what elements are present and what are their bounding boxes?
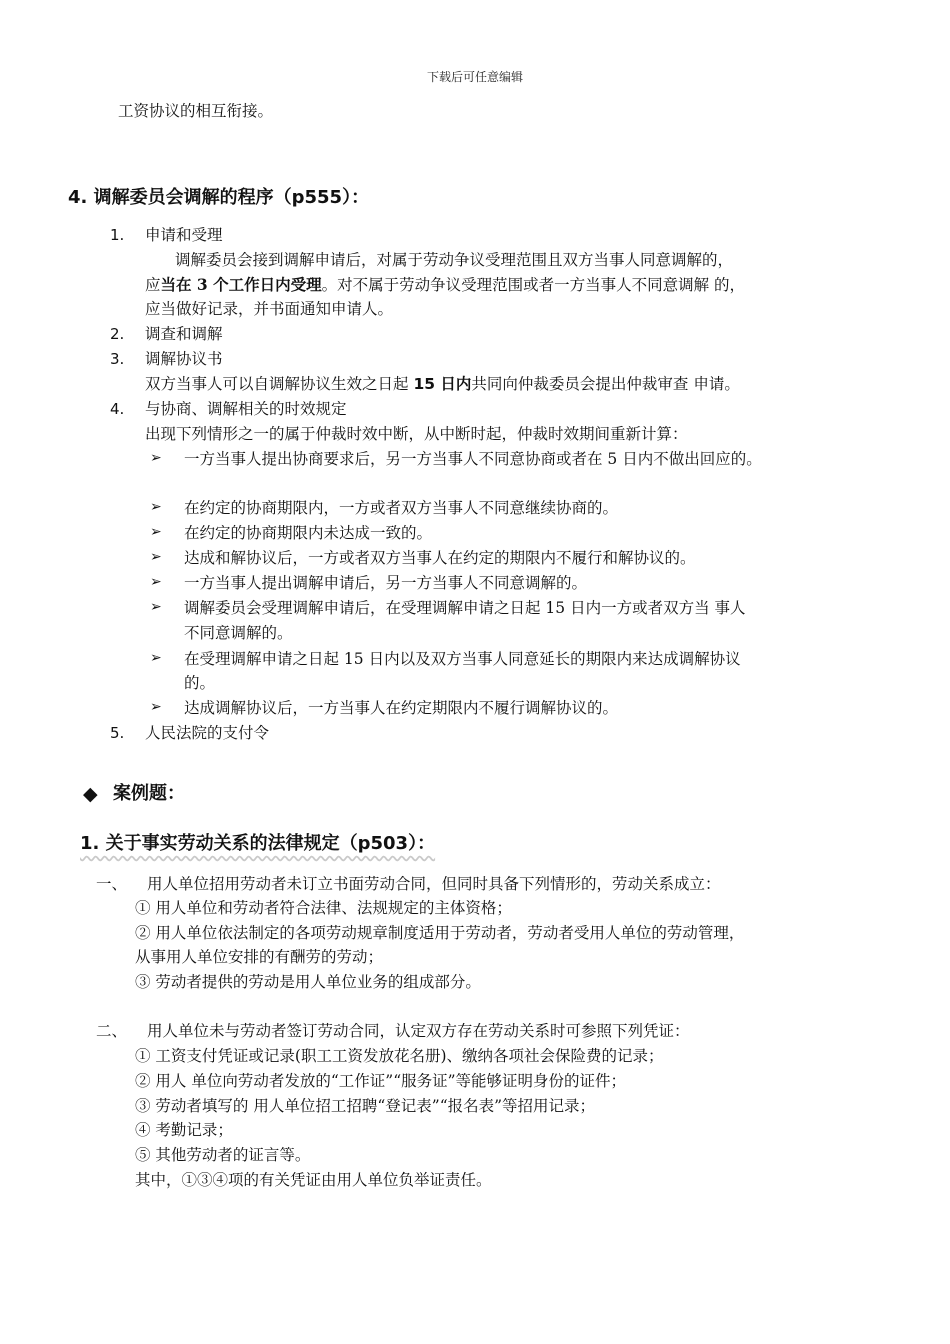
paragraph-line: 出现下列情形之一的属于仲裁时效中断，从中断时起，仲裁时效期间重新计算： bbox=[145, 425, 688, 443]
bullet-text: 一方当事人提出调解申请后，另一方当事人不同意调解的。 bbox=[184, 574, 588, 592]
bullet-text: 达成调解协议后，一方当事人在约定期限内不履行调解协议的。 bbox=[184, 699, 619, 717]
item-label: 与协商、调解相关的时效规定 bbox=[145, 400, 347, 418]
list-line: ③ 劳动者提供的劳动是用人单位业务的组成部分。 bbox=[135, 973, 481, 991]
page-header: 下载后可任意编辑 bbox=[426, 70, 523, 84]
part-intro: 用人单位招用劳动者未订立书面劳动合同，但同时具备下列情形的，劳动关系成立： bbox=[147, 875, 721, 893]
paragraph-line: 调解委员会接到调解申请后，对属于劳动争议受理范围且双方当事人同意调解的， bbox=[175, 251, 734, 269]
bullet-text: 调解委员会受理调解申请后，在受理调解申请之日起 15 日内一方或者双方当 事人 bbox=[184, 599, 746, 617]
item-number: 1. bbox=[110, 226, 125, 244]
paragraph-line: 应当在 3 个工作日内受理。对不属于劳动争议受理范围或者一方当事人不同意调解 的， bbox=[145, 275, 746, 294]
paragraph-line: 双方当事人可以自调解协议生效之日起 15 日内共同向仲裁委员会提出仲裁审查 申请。 bbox=[145, 375, 740, 393]
bullet-arrow-icon: ➢ bbox=[150, 450, 162, 466]
part-intro: 用人单位未与劳动者签订劳动合同，认定双方存在劳动关系时可参照下列凭证： bbox=[147, 1022, 690, 1040]
bullet-arrow-icon: ➢ bbox=[150, 650, 162, 666]
bullet-arrow-icon: ➢ bbox=[150, 499, 162, 515]
bullet-text: 一方当事人提出协商要求后，另一方当事人不同意协商或者在 5 日内不做出回应的。 bbox=[184, 450, 762, 468]
item-label: 申请和受理 bbox=[145, 226, 223, 244]
part-number: 二、 bbox=[96, 1022, 128, 1040]
bullet-text: 在约定的协商期限内，一方或者双方当事人不同意继续协商的。 bbox=[184, 499, 619, 517]
list-line: ① 用人单位和劳动者符合法律、法规规定的主体资格； bbox=[135, 899, 512, 917]
intro-tail-text: 工资协议的相互衔接。 bbox=[118, 102, 274, 120]
list-line: ④ 考勤记录； bbox=[135, 1121, 233, 1139]
diamond-bullet-icon: ◆ bbox=[83, 783, 98, 805]
list-line: 从事用人单位安排的有酬劳的劳动； bbox=[135, 948, 384, 966]
item-number: 5. bbox=[110, 724, 125, 742]
case-heading: 案例题： bbox=[113, 783, 185, 804]
item-number: 2. bbox=[110, 325, 125, 343]
item-number: 3. bbox=[110, 350, 125, 368]
item-label: 调查和调解 bbox=[145, 325, 223, 343]
part-number: 一、 bbox=[96, 875, 128, 893]
bullet-arrow-icon: ➢ bbox=[150, 574, 162, 590]
bullet-arrow-icon: ➢ bbox=[150, 699, 162, 715]
bullet-arrow-icon: ➢ bbox=[150, 524, 162, 540]
bullet-arrow-icon: ➢ bbox=[150, 549, 162, 565]
paragraph-line: 应当做好记录，并书面通知申请人。 bbox=[145, 300, 394, 318]
item-label: 调解协议书 bbox=[145, 350, 223, 368]
section-4-heading: 4. 调解委员会调解的程序（p555）： bbox=[68, 187, 370, 208]
bullet-text-cont: 不同意调解的。 bbox=[184, 624, 293, 642]
bullet-text: 达成和解协议后，一方或者双方当事人在约定的期限内不履行和解协议的。 bbox=[184, 549, 696, 567]
bullet-text-cont: 的。 bbox=[184, 674, 216, 692]
list-line: ⑤ 其他劳动者的证言等。 bbox=[135, 1146, 311, 1164]
list-line: ① 工资支付凭证或记录(职工工资发放花名册)、缴纳各项社会保险费的记录； bbox=[135, 1047, 664, 1065]
bullet-arrow-icon: ➢ bbox=[150, 599, 162, 615]
list-line: 其中，①③④项的有关凭证由用人单位负举证责任。 bbox=[135, 1171, 492, 1189]
list-line: ② 用人单位依法制定的各项劳动规章制度适用于劳动者，劳动者受用人单位的劳动管理， bbox=[135, 924, 745, 942]
bullet-text: 在约定的协商期限内未达成一致的。 bbox=[184, 524, 433, 542]
item-number: 4. bbox=[110, 400, 125, 418]
list-line: ③ 劳动者填写的 用人单位招工招聘“登记表”“报名表”等招用记录； bbox=[135, 1097, 596, 1115]
list-line: ② 用人 单位向劳动者发放的“工作证”“服务证”等能够证明身份的证件； bbox=[135, 1072, 627, 1090]
item-label: 人民法院的支付令 bbox=[145, 724, 270, 742]
section-1-heading: 1. 关于事实劳动关系的法律规定（p503）： bbox=[80, 833, 436, 854]
bullet-text: 在受理调解申请之日起 15 日内以及双方当事人同意延长的期限内来达成调解协议 bbox=[184, 650, 741, 668]
